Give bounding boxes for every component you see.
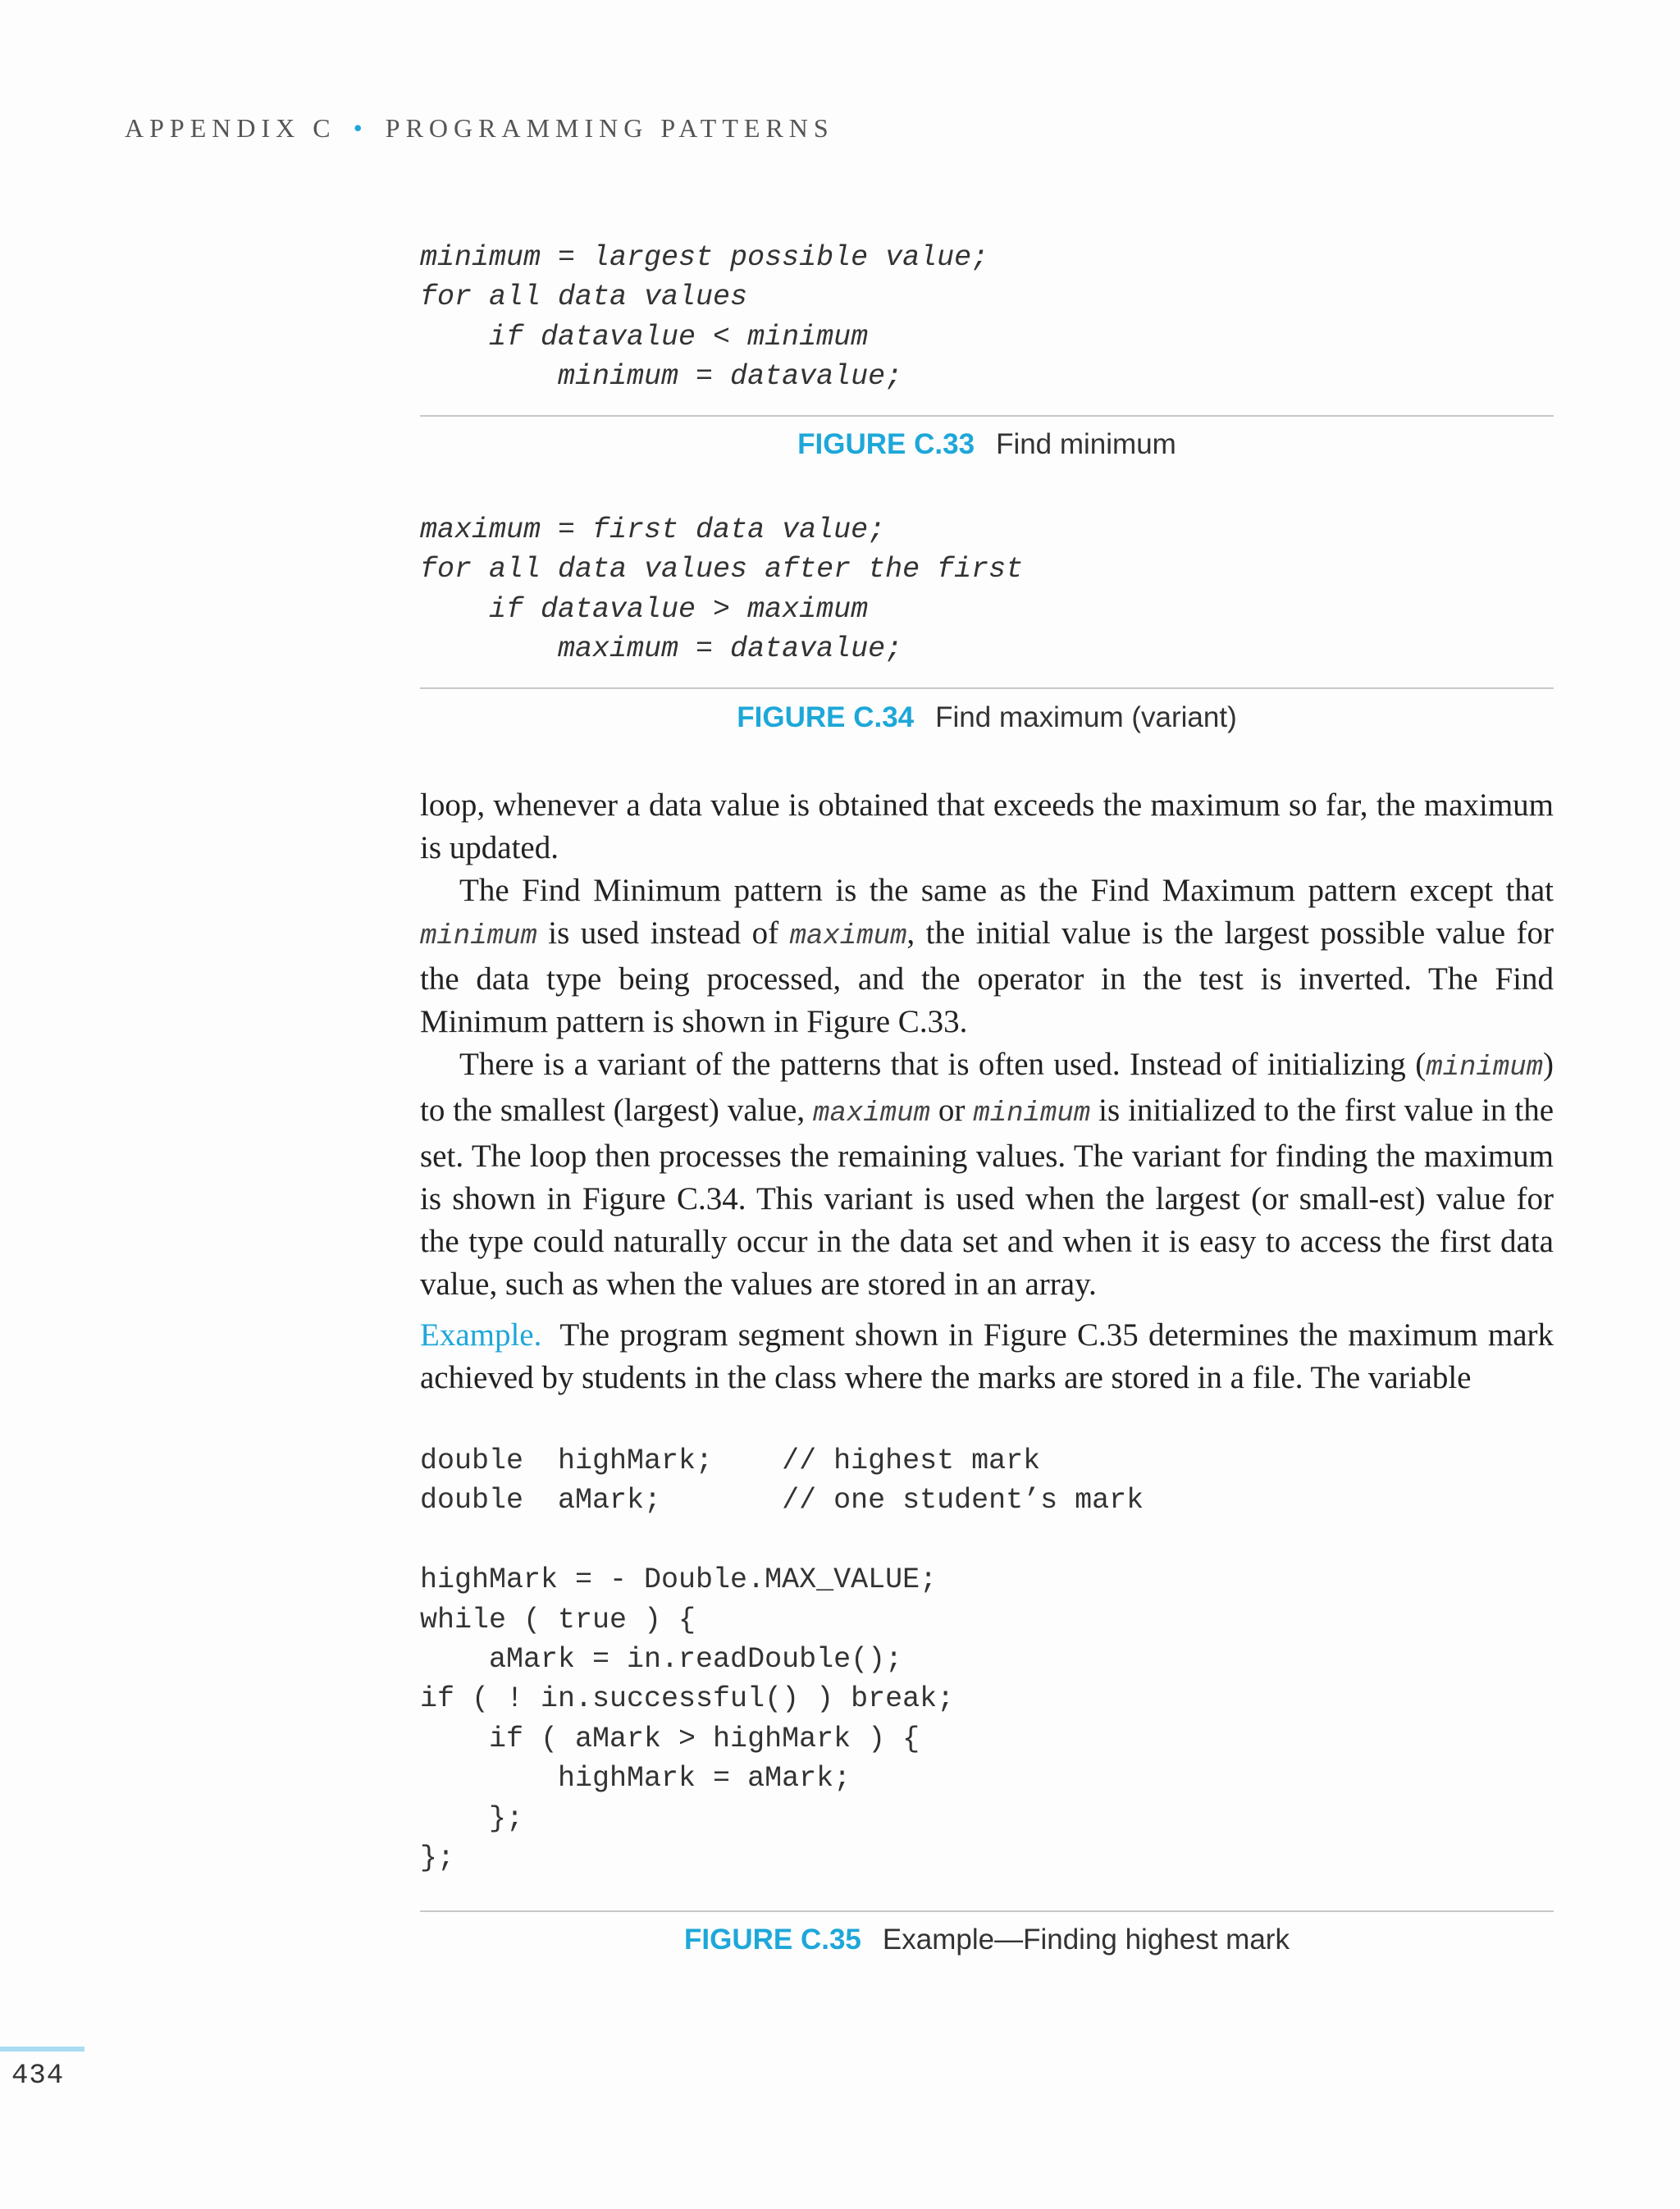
paragraph: [420, 1043, 1554, 1306]
body-text: [420, 784, 1554, 1399]
page-number: 434: [11, 2061, 65, 2092]
code-line: aMark = in.readDouble();: [420, 1643, 903, 1677]
paragraph: [420, 1314, 1554, 1399]
example-label: Example.: [420, 1317, 542, 1353]
text-run: or: [938, 1093, 966, 1128]
running-head-appendix: APPENDIX C: [125, 113, 336, 143]
code-line: double highMark; // highest mark: [420, 1445, 1041, 1477]
figure-rule: [420, 1910, 1554, 1912]
running-head-title: PROGRAMMING PATTERNS: [385, 113, 834, 143]
figure-c33-code: [420, 238, 1554, 397]
code-line: maximum = first data value;: [420, 513, 886, 546]
code-line: if datavalue < minimum: [420, 320, 869, 354]
code-line: for all data values: [420, 281, 748, 314]
figure-number: FIGURE C.33: [797, 428, 975, 460]
code-line: };: [420, 1801, 524, 1835]
code-line: highMark = aMark;: [420, 1762, 851, 1796]
figure-title: Find minimum: [996, 428, 1176, 460]
inline-code: minimum: [1426, 1052, 1544, 1084]
text-run: The program segment shown in Figure C.35 determines the maximum mark achieved by students in the class where the marks are stored in a file. The variable: [420, 1317, 1554, 1395]
inline-code: minimum: [420, 921, 537, 952]
figure-c34-code: [420, 510, 1554, 669]
text-run: There is a variant of the patterns that is often used. Instead of initializing: [459, 1047, 1406, 1082]
code-line: minimum = datavalue;: [420, 360, 903, 394]
text-run: (: [1415, 1047, 1427, 1082]
code-line: if datavalue > maximum: [420, 592, 869, 626]
text-run: The Find Minimum pattern is the same as the Find Maximum pattern except that: [459, 873, 1554, 908]
text-run: is initialized to the first value in the set. The loop then processes the remaining values. The variant for finding the maximum is shown in Figure C.34. This variant is used when the largest (or small-est) value for the type could naturally occur in the data set and when it is easy to access the first data value, such as when the values are stored in an array.: [420, 1093, 1554, 1302]
code-line: maximum = datavalue;: [420, 632, 903, 666]
code-block: [420, 510, 1554, 669]
paragraph: [420, 869, 1554, 1043]
code-line: minimum = largest possible value;: [420, 241, 989, 274]
text-run: , the initial value is the largest possible value for the data type being processed, and the operator in the test is inverted. The Find Minimum pattern is shown in Figure C.33.: [420, 915, 1554, 1039]
figure-number: FIGURE C.35: [684, 1924, 861, 1956]
bullet-icon: •: [353, 113, 368, 143]
code-line: for all data values after the first: [420, 553, 1024, 586]
text-run: is used instead of: [548, 915, 779, 951]
figure-title: Example—Finding highest mark: [882, 1924, 1290, 1956]
code-line: double aMark; // one student’s mark: [420, 1484, 1144, 1518]
figure-c34-caption: [420, 701, 1554, 734]
figure-c35-code: [420, 1441, 1554, 1878]
code-block: [420, 238, 1554, 397]
figure-rule: [420, 687, 1554, 689]
inline-code: minimum: [973, 1098, 1091, 1130]
code-line: while ( true ) {: [420, 1603, 696, 1636]
figure-c33-caption: [420, 428, 1554, 461]
code-block: [420, 1441, 1554, 1878]
code-line: };: [420, 1842, 455, 1875]
figure-c35-caption: [420, 1924, 1554, 1956]
running-head: [125, 113, 834, 144]
figure-rule: [420, 415, 1554, 417]
figure-title: Find maximum (variant): [935, 701, 1237, 733]
code-line: highMark = - Double.MAX_VALUE;: [420, 1563, 938, 1597]
code-line: if ( aMark > highMark ) {: [420, 1722, 920, 1755]
paragraph: loop, whenever a data value is obtained that exceeds the maximum so far, the maximum is updated.: [420, 787, 1554, 865]
inline-code: maximum: [789, 921, 907, 952]
inline-code: maximum: [813, 1098, 930, 1130]
figure-number: FIGURE C.34: [737, 701, 915, 733]
text-run: ) to the smallest (largest) value,: [420, 1047, 1554, 1128]
page-number-bar: [0, 2047, 84, 2052]
code-line: if ( ! in.successful() ) break;: [420, 1682, 955, 1716]
